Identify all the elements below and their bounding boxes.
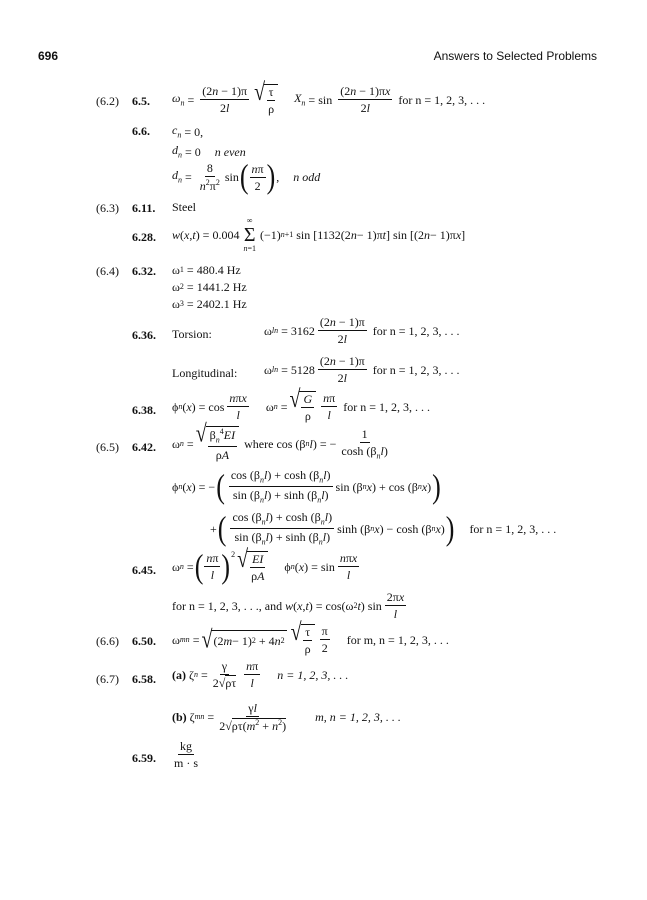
equation: $d_n$ = $\frac{8}{n^2\pi^2}$ sin ( $\frac{n\pi}{2}$ ) , n odd: [172, 157, 321, 196]
section-label: (6.7): [96, 672, 119, 686]
problem-number: 6.36.: [132, 328, 156, 342]
equation: $d_n$ = 0 n even: [172, 143, 246, 160]
range-text: for n = 1, 2, 3, . . .: [398, 92, 486, 107]
equation: ω ln = 5128 $\frac{(2n - 1)\pi}{2l}$ for n = 1, 2, 3, . . .: [264, 354, 460, 385]
running-title: Answers to Selected Problems: [433, 49, 597, 63]
equation: ω mn = √ (2 m − 1) 2 + 4 n 2 √ $\frac{\tau}{\rho}$ $\frac{\pi}{2}$ for m, n = 1, 2, 3, . . .: [172, 618, 449, 656]
label-text: Torsion:: [172, 327, 212, 341]
equation: w ( x , t ) = 0.004 ∞ Σ n=1 (−1) n+1 sin [1132(2 n − 1)π t ] sin [(2 n − 1)π x ]: [172, 216, 466, 253]
problem-number: 6.59.: [132, 751, 156, 765]
section-label: (6.6): [96, 634, 119, 648]
condition-text: n even: [214, 144, 246, 159]
equation: [172, 740, 200, 769]
problem-number: 6.38.: [132, 403, 156, 417]
problem-number: 6.32.: [132, 264, 156, 278]
range-text: for n = 1, 2, 3, . . .: [343, 399, 430, 414]
problem-number: 6.6.: [132, 124, 150, 138]
range-text: n = 1, 2, 3, . . .: [277, 667, 349, 682]
problem-number: 6.11.: [132, 201, 156, 215]
frequency-value: 1441.2 Hz: [196, 280, 247, 294]
equation: for n = 1, 2, 3, . . . , and w ( x , t ) = cos(ω 2 t ) sin $\frac{2\pi x}{l}$: [172, 590, 405, 621]
problem-number: 6.45.: [132, 563, 156, 577]
unit-denominator: m · s: [174, 756, 198, 770]
range-text: for n = 1, 2, 3, . . .: [372, 362, 460, 377]
frequency-value: 2402.1 Hz: [196, 297, 247, 311]
problem-number: 6.28.: [132, 230, 156, 244]
part-label: (a): [172, 667, 186, 682]
equation: (b) ζ mn = $\frac{\gamma l}{2√\rho\tau(m^2 + n^2)}$ m, n = 1, 2, 3, . . .: [172, 701, 401, 733]
range-text: m, n = 1, 2, 3, . . .: [315, 710, 401, 724]
range-text: for n = 1, 2, 3, . . .: [172, 598, 259, 613]
section-label: (6.5): [96, 440, 119, 454]
unit-numerator: kg: [180, 739, 192, 753]
problem-number: 6.58.: [132, 672, 156, 686]
phrase-text: where: [244, 436, 274, 451]
section-label: (6.2): [96, 94, 119, 108]
range-text: for m, n = 1, 2, 3, . . .: [346, 632, 449, 647]
section-label: (6.3): [96, 201, 119, 215]
answer-text: Steel: [172, 200, 196, 214]
equation: ω 3 = 2402.1 Hz: [172, 297, 247, 311]
equation: ϕ n ( x ) = − ( $\frac{\cos (\beta_nl) + \cosh (\beta_nl)}{\sin (\beta_nl) + \sinh (\beta_nl)}$ sin (β n x ) + cos (β n x ) ): [172, 467, 441, 506]
equation: ϕ n ( x ) = cos $\frac{\text{nπx}}{l}$ ω n = √ $\frac{G}{\rho}$ $\frac{n\pi}{l}$ for n = 1, 2, 3, . . .: [172, 385, 430, 423]
problem-number: 6.42.: [132, 440, 156, 454]
equation: ω 1 = 480.4 Hz: [172, 263, 241, 277]
equation: ω 2 = 1441.2 Hz: [172, 280, 247, 294]
equation: ω n = √ $\frac{\beta_n^4EI}{\rho A}$ where cos (β n l ) = − $\frac{1}{\cosh (\beta_nl)}$: [172, 420, 388, 463]
problem-number: 6.50.: [132, 634, 156, 648]
frequency-value: 480.4 Hz: [196, 263, 241, 277]
range-text: for n = 1, 2, 3, . . .: [372, 323, 460, 338]
label-text: Longitudinal:: [172, 366, 238, 380]
phrase-text: and: [264, 598, 283, 613]
equation: $\omega_n$ = $\frac{(2n - 1)\pi}{2l}$ √ $\frac{\tau}{\rho}$ $X_n$ = sin $\frac{(2n - 1)\pi x}{2l}$ for n = 1, 2, 3, . . .: [172, 78, 486, 116]
equation: $c_n$ = 0,: [172, 123, 204, 140]
equation: (a) ζ n = $\frac{\gamma}{2√\rho\tau}$ $\frac{n\pi}{l}$ n = 1, 2, 3, . . .: [172, 659, 349, 690]
equation: ω ln = 3162 $\frac{(2n - 1)\pi}{2l}$ for n = 1, 2, 3, . . .: [264, 315, 460, 346]
range-text: for n = 1, 2, 3, . . .: [469, 521, 557, 536]
equation: + ( $\frac{\cos (\beta_nl) + \cosh (\beta_nl)}{\sin (\beta_nl) + \sinh (\beta_nl)}$ sinh (β n x ) − cosh (β n x ) ) for n = 1, 2, 3, . . .: [210, 509, 557, 548]
equation: ω n = ( $\frac{n\pi}{l}$ ) $^2$ √ $\frac{EI}{\rho A}$ ϕ n ( x ) = sin $\frac{\text{nπx}}{l}$: [172, 545, 358, 585]
part-label: (b): [172, 710, 187, 724]
problem-number: 6.5.: [132, 94, 150, 108]
section-label: (6.4): [96, 264, 119, 278]
page-number: 696: [38, 49, 59, 63]
condition-text: n odd: [293, 170, 321, 184]
